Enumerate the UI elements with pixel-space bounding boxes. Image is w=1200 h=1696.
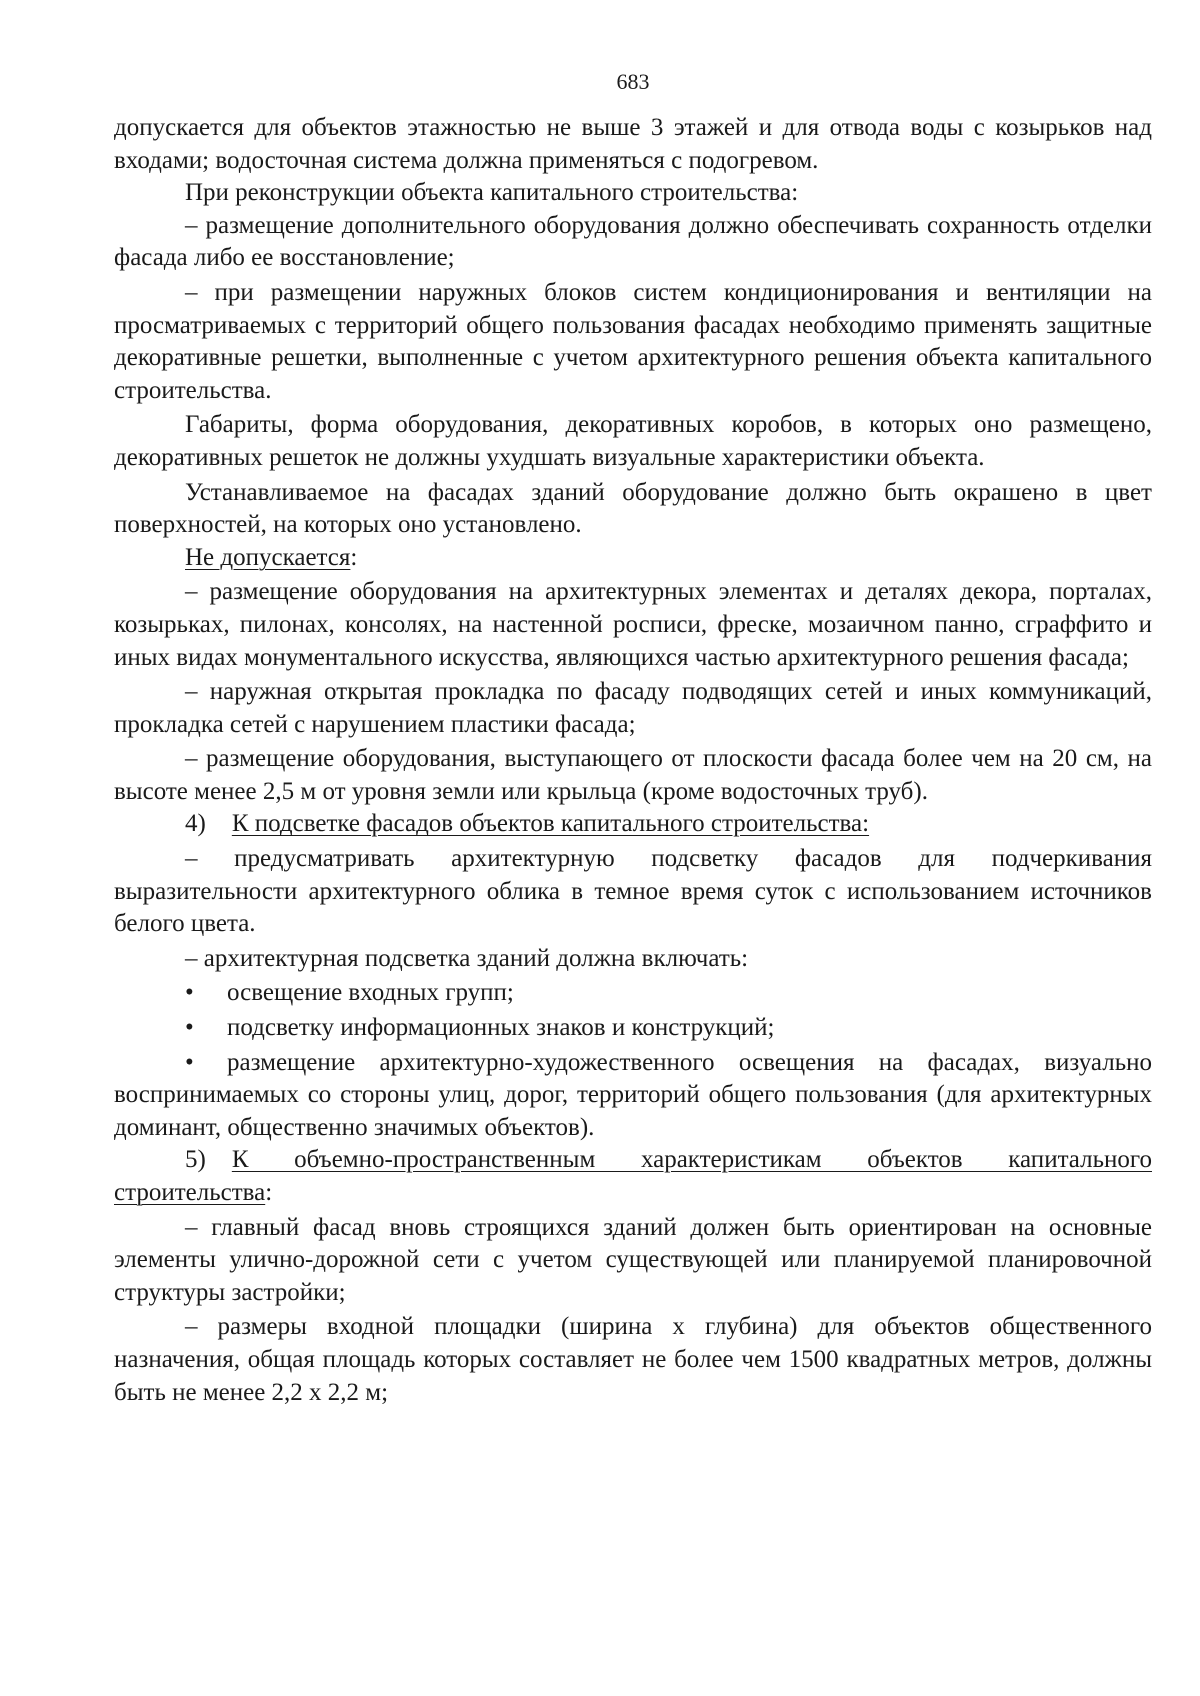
heading-facade-lighting-text: К подсветке фасадов объектов капитального строительства:	[231, 810, 870, 838]
paragraph-open-wiring: – наружная открытая прокладка по фасаду подводящих сетей и иных коммуникаций, прокладка сетей с нарушением пластики фасада;	[114, 678, 1152, 738]
paragraph-painting: Устанавливаемое на фасадах зданий оборудование должно быть окрашено в цвет поверхностей, на которых оно установлено.	[114, 478, 1152, 539]
paragraph-air-conditioning: – при размещении наружных блоков систем кондиционирования и вентиляции на просматриваемых с территорий общего пользования фасадах необходимо применять защитные декоративные решетки, выполненные с учетом архитектурного решения объекта капитального строительства.	[114, 278, 1152, 404]
bullet-icon: •	[185, 1048, 194, 1076]
bullet-item-text: подсветку информационных знаков и конструкций;	[227, 1014, 775, 1042]
bullet-item-text: размещение архитектурно-художественного освещения на фасадах, визуально воспринимаемых со стороны улиц, дорог, территорий общего пользования (для архитектурных доминант, общественно значимых объектов).	[114, 1048, 1152, 1141]
heading-spatial-characteristics	[114, 1144, 1152, 1209]
paragraph-protruding-equipment: – размещение оборудования, выступающего от плоскости фасада более чем на 20 см, на высоте менее 2,5 м от уровня земли или крыльца (кроме водосточных труб).	[114, 745, 1152, 805]
paragraph-additional-equipment: – размещение дополнительного оборудования должно обеспечивать сохранность отделки фасада либо ее восстановление;	[114, 211, 1152, 272]
heading-number-4: 4)	[185, 810, 206, 838]
not-allowed-label: Не допускается	[185, 543, 351, 571]
paragraph-main-facade: – главный фасад вновь строящихся зданий должен быть ориентирован на основные элементы улично-дорожной сети с учетом существующей или планируемой планировочной структуры застройки;	[114, 1213, 1152, 1306]
document-page	[114, 66, 1152, 1409]
bullet-icon: •	[185, 1014, 194, 1042]
page-number: 683	[616, 69, 650, 94]
paragraph-lighting-includes: – архитектурная подсветка зданий должна включать:	[185, 944, 749, 972]
heading-facade-lighting	[114, 808, 1152, 841]
paragraph-entrance-platform: – размеры входной площадки (ширина х глубина) для объектов общественного назначения, общая площадь которых составляет не более чем 1500 квадратных метров, должны быть не менее 2,2 х 2,2 м;	[114, 1313, 1152, 1406]
paragraph-continuation: допускается для объектов этажностью не выше 3 этажей и для отвода воды с козырьков над входами; водосточная система должна применяться с подогревом.	[114, 114, 1152, 174]
paragraph-dimensions: Габариты, форма оборудования, декоративных коробов, в которых оно размещено, декоративных решеток не должны ухудшать визуальные характеристики объекта.	[114, 411, 1152, 471]
bullet-item-artistic-lighting	[114, 1047, 1152, 1145]
heading-number-5: 5)	[185, 1146, 206, 1174]
bullet-item-signs	[114, 1012, 1152, 1045]
not-allowed-colon: :	[350, 543, 358, 571]
paragraph-not-allowed	[114, 542, 1152, 575]
heading-spatial-characteristics-text: К объемно-пространственным характеристикам объектов капитального строительства	[114, 1146, 1152, 1206]
bullet-item-entrance	[114, 977, 1152, 1010]
bullet-item-text: освещение входных групп;	[227, 979, 514, 1007]
paragraph-reconstruction-intro: При реконструкции объекта капитального строительства:	[185, 179, 799, 207]
paragraph-lighting-provision: – предусматривать архитектурную подсветку фасадов для подчеркивания выразительности архитектурного облика в темное время суток с использованием источников белого цвета.	[114, 845, 1152, 938]
bullet-icon: •	[185, 979, 194, 1007]
heading-spatial-colon: :	[265, 1179, 273, 1206]
paragraph-decor-elements: – размещение оборудования на архитектурных элементах и деталях декора, порталах, козырьках, пилонах, консолях, на настенной росписи, фреске, мозаичном панно, сграффито и иных видах монументального искусства, являющихся частью архитектурного решения фасада;	[114, 578, 1152, 671]
